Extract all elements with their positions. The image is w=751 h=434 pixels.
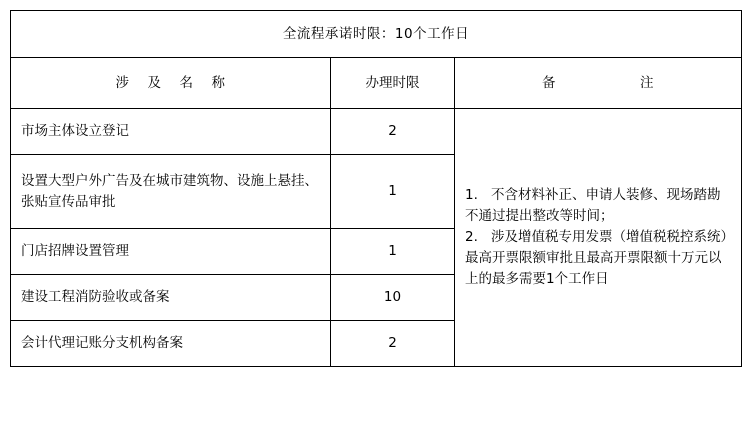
- note-item-2: [465, 227, 729, 290]
- process-time-limit-table: [10, 10, 742, 367]
- header-char-3: 名: [179, 74, 194, 91]
- item-name: 建设工程消防验收或备案: [11, 275, 331, 321]
- note-header-char-1: 备: [542, 74, 556, 91]
- item-time-limit: 2: [331, 321, 455, 367]
- item-time-limit: 10: [331, 275, 455, 321]
- note-index-2: 2.: [465, 229, 478, 246]
- table-row: [11, 109, 742, 155]
- table-title-row: [11, 11, 742, 58]
- item-name: 门店招牌设置管理: [11, 229, 331, 275]
- table-header-row: [11, 58, 742, 109]
- column-header-item: [11, 58, 331, 109]
- item-time-limit: 1: [331, 155, 455, 229]
- note-text-2: 涉及增值税专用发票（增值税税控系统）最高开票限额审批且最高开票限额十万元以上的最多需要1个工作日: [465, 229, 728, 287]
- note-header-char-2: 注: [640, 74, 654, 91]
- note-item-1: [465, 185, 729, 227]
- column-header-note: [455, 58, 742, 109]
- note-text-1: 不含材料补正、申请人装修、现场踏勘不通过提出整改等时间；: [465, 187, 721, 225]
- header-char-2: 及: [147, 74, 162, 91]
- note-index-1: 1.: [465, 187, 478, 204]
- item-time-limit: 2: [331, 109, 455, 155]
- table-title: 全流程承诺时限：10个工作日: [11, 11, 742, 58]
- item-name: 会计代理记账分支机构备案: [11, 321, 331, 367]
- header-char-1: 涉: [115, 74, 130, 91]
- header-char-4: 称: [211, 74, 226, 91]
- item-time-limit: 1: [331, 229, 455, 275]
- item-name: 设置大型户外广告及在城市建筑物、设施上悬挂、张贴宣传品审批: [11, 155, 331, 229]
- item-name: 市场主体设立登记: [11, 109, 331, 155]
- note-cell: [455, 109, 742, 367]
- column-header-limit: 办理时限: [331, 58, 455, 109]
